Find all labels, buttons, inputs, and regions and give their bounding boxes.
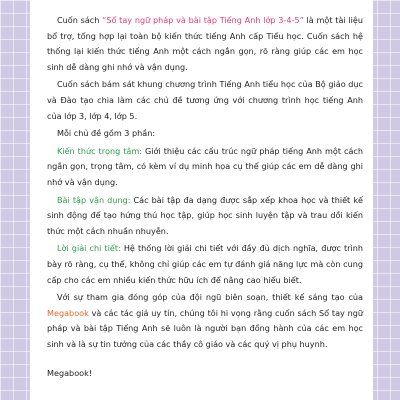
signature: Megabook! xyxy=(47,368,93,379)
part-core-knowledge xyxy=(47,144,363,191)
intro-paragraph xyxy=(47,13,363,75)
curriculum-paragraph: Cuốn sách bám sát khung chương trình Tiếng Anh tiểu học của Bộ giáo dục và Đào tạo chia làm các chủ đề tương ứng với chương trình học tiếng Anh của lớp 3, lớp 4, lớp 5. xyxy=(47,79,363,121)
part-solutions xyxy=(47,241,363,288)
closing-lead: Với sự tham gia đóng góp của đội ngũ biên soạn, thiết kế sáng tạo của xyxy=(57,292,363,303)
part-exercises-label: Bài tập vận dụng: xyxy=(57,194,131,205)
preface-page xyxy=(30,0,373,400)
closing-rest: và các tác giả uy tín, chúng tôi hi vọng rằng cuốn sách Sổ tay ngữ pháp và bài tập Tiếng Anh sẽ luôn là người bạn đồng hành của các em học sinh và là sự tin tưởng của các thầy cô giáo và các quý vị phụ huynh. xyxy=(47,307,363,349)
part-solutions-label: Lời giải chi tiết: xyxy=(57,243,121,254)
part-core-knowledge-label: Kiến thức trọng tâm: xyxy=(57,145,142,156)
part-core-knowledge-text: Giới thiệu các cấu trúc ngữ pháp tiếng Anh một cách ngắn gọn, trọng tâm, có kèm ví dụ minh họa cụ thể giúp các em dễ dàng ghi nhớ và vận dụng. xyxy=(47,145,364,187)
parts-intro: Mỗi chủ đề gồm 3 phần: xyxy=(57,128,156,139)
book-title: “Sổ tay ngữ pháp và bài tập Tiếng Anh lớp 3-4-5” xyxy=(102,15,304,25)
brand-name: Megabook xyxy=(47,307,89,318)
part-exercises xyxy=(47,193,363,240)
intro-lead: Cuốn sách xyxy=(57,15,103,25)
part-exercises-text: Các bài tập đa dạng được sắp xếp khoa học và thiết kế sinh động để tạo hứng thú học tập, giúp học sinh luyện tập và trau dồi kiến thức một cách nhuần nhuyễn. xyxy=(47,194,363,236)
part-solutions-text: Hệ thống lời giải chi tiết với đầy đủ dịch nghĩa, được trình bày rõ ràng, cụ thể, không chỉ giúp các em tự đánh giá năng lực mà còn cung cấp cho các em nhiều kiến thức hữu ích để nâng cao hiểu biết. xyxy=(47,243,364,285)
closing-paragraph xyxy=(47,290,363,352)
intro-rest: là một tài liệu bổ trợ, tổng hợp lại toàn bộ kiến thức tiếng Anh cấp Tiểu học. Cuốn sách hệ thống lại kiến thức tiếng Anh một cách ngắn gọn, rõ ràng giúp các em học sinh dễ dàng ghi nhớ và vận dụng. xyxy=(47,15,364,72)
